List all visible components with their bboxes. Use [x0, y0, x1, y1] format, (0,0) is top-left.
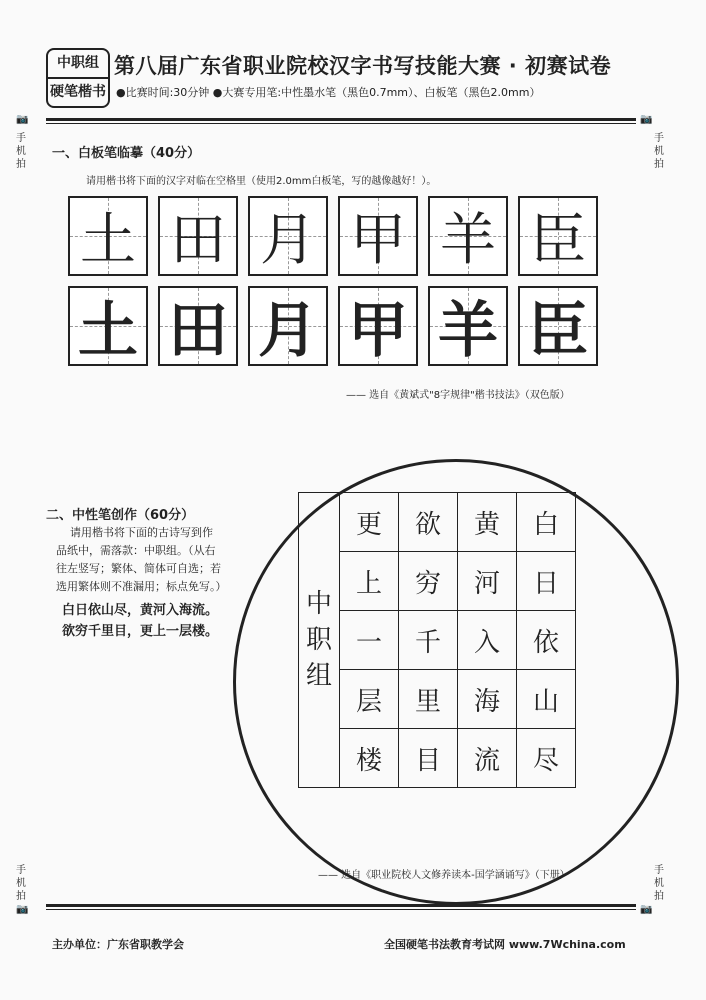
top-rule-thin — [46, 123, 636, 124]
grid-cell: 尽 — [517, 729, 576, 788]
grid-cell: 海 — [458, 670, 517, 729]
bottom-rule-thin — [46, 909, 636, 910]
camera-icon: 📷 — [640, 904, 653, 915]
section1-heading: 一、白板笔临摹（40分） — [52, 146, 201, 161]
website-link[interactable]: 全国硬笔书法教育考试网 www.7Wchina.com — [384, 938, 626, 951]
section2-instruction: 请用楷书将下面的古诗写到作 品纸中，需落款：中职组。（从右 往左竖写；繁体、简体可自选；若 选用繁体则不准漏用；标点免写。） — [56, 526, 227, 593]
group-badge — [46, 48, 110, 108]
copy-cell[interactable]: 田 — [158, 286, 238, 366]
model-cell: 甲 — [338, 196, 418, 276]
section1-credit: —— 选自《黄斌式"8字规律"楷书技法》（双色版） — [346, 390, 570, 401]
grid-cell: 日 — [517, 552, 576, 611]
camera-icon: 📷 — [640, 114, 653, 125]
badge-group-label: 中职组 — [48, 50, 108, 79]
organizer: 主办单位：广东省职教学会 — [52, 938, 184, 951]
model-cell: 羊 — [428, 196, 508, 276]
copy-cell[interactable]: 月 — [248, 286, 328, 366]
page-title: 第八届广东省职业院校汉字书写技能大赛 · 初赛试卷 — [114, 54, 612, 78]
grid-cell: 欲 — [399, 493, 458, 552]
grid-cell: 穷 — [399, 552, 458, 611]
signature-cell — [299, 493, 340, 788]
exam-info: ●比赛时间:30分钟 ●大赛专用笔:中性墨水笔（黑色0.7mm）、白板笔（黑色2.0mm） — [116, 86, 541, 99]
grid-cell: 黄 — [458, 493, 517, 552]
grid-cell: 目 — [399, 729, 458, 788]
model-cell: 土 — [68, 196, 148, 276]
model-cell: 田 — [158, 196, 238, 276]
copy-cell[interactable]: 羊 — [428, 286, 508, 366]
badge-style-label: 硬笔楷书 — [50, 84, 106, 100]
grid-cell: 里 — [399, 670, 458, 729]
section1-instruction: 请用楷书将下面的汉字对临在空格里（使用2.0mm白板笔，写的越像越好！）。 — [86, 176, 437, 187]
side-label-bottom-left: 手 机 拍 — [16, 865, 26, 902]
grid-cell: 一 — [340, 611, 399, 670]
grid-cell: 更 — [340, 493, 399, 552]
grid-cell: 白 — [517, 493, 576, 552]
section2-heading: 二、中性笔创作（60分） — [46, 508, 195, 523]
grid-cell: 流 — [458, 729, 517, 788]
side-label-top-left: 手 机 拍 — [16, 133, 26, 170]
grid-cell: 入 — [458, 611, 517, 670]
copy-row — [68, 286, 598, 366]
model-cell: 月 — [248, 196, 328, 276]
section2-credit: —— 选自《职业院校人文修养读本-国学涵诵写》（下册） — [318, 870, 570, 881]
model-row — [68, 196, 598, 276]
grid-cell: 楼 — [340, 729, 399, 788]
top-rule — [46, 118, 636, 121]
model-cell: 臣 — [518, 196, 598, 276]
grid-cell: 层 — [340, 670, 399, 729]
signature-label: 中职组 — [305, 589, 332, 691]
copy-cell[interactable]: 土 — [68, 286, 148, 366]
bottom-rule — [46, 904, 636, 907]
copy-cell[interactable]: 臣 — [518, 286, 598, 366]
poem-text: 白日依山尽，黄河入海流。 欲穷千里目，更上一层楼。 — [62, 603, 219, 639]
poem-grid — [298, 492, 576, 788]
grid-cell: 千 — [399, 611, 458, 670]
grid-cell: 山 — [517, 670, 576, 729]
camera-icon: 📷 — [16, 114, 29, 125]
side-label-top-right: 手 机 拍 — [654, 133, 664, 170]
grid-cell: 上 — [340, 552, 399, 611]
copy-cell[interactable]: 甲 — [338, 286, 418, 366]
grid-cell: 河 — [458, 552, 517, 611]
grid-cell: 依 — [517, 611, 576, 670]
camera-icon: 📷 — [16, 904, 29, 915]
side-label-bottom-right: 手 机 拍 — [654, 865, 664, 902]
